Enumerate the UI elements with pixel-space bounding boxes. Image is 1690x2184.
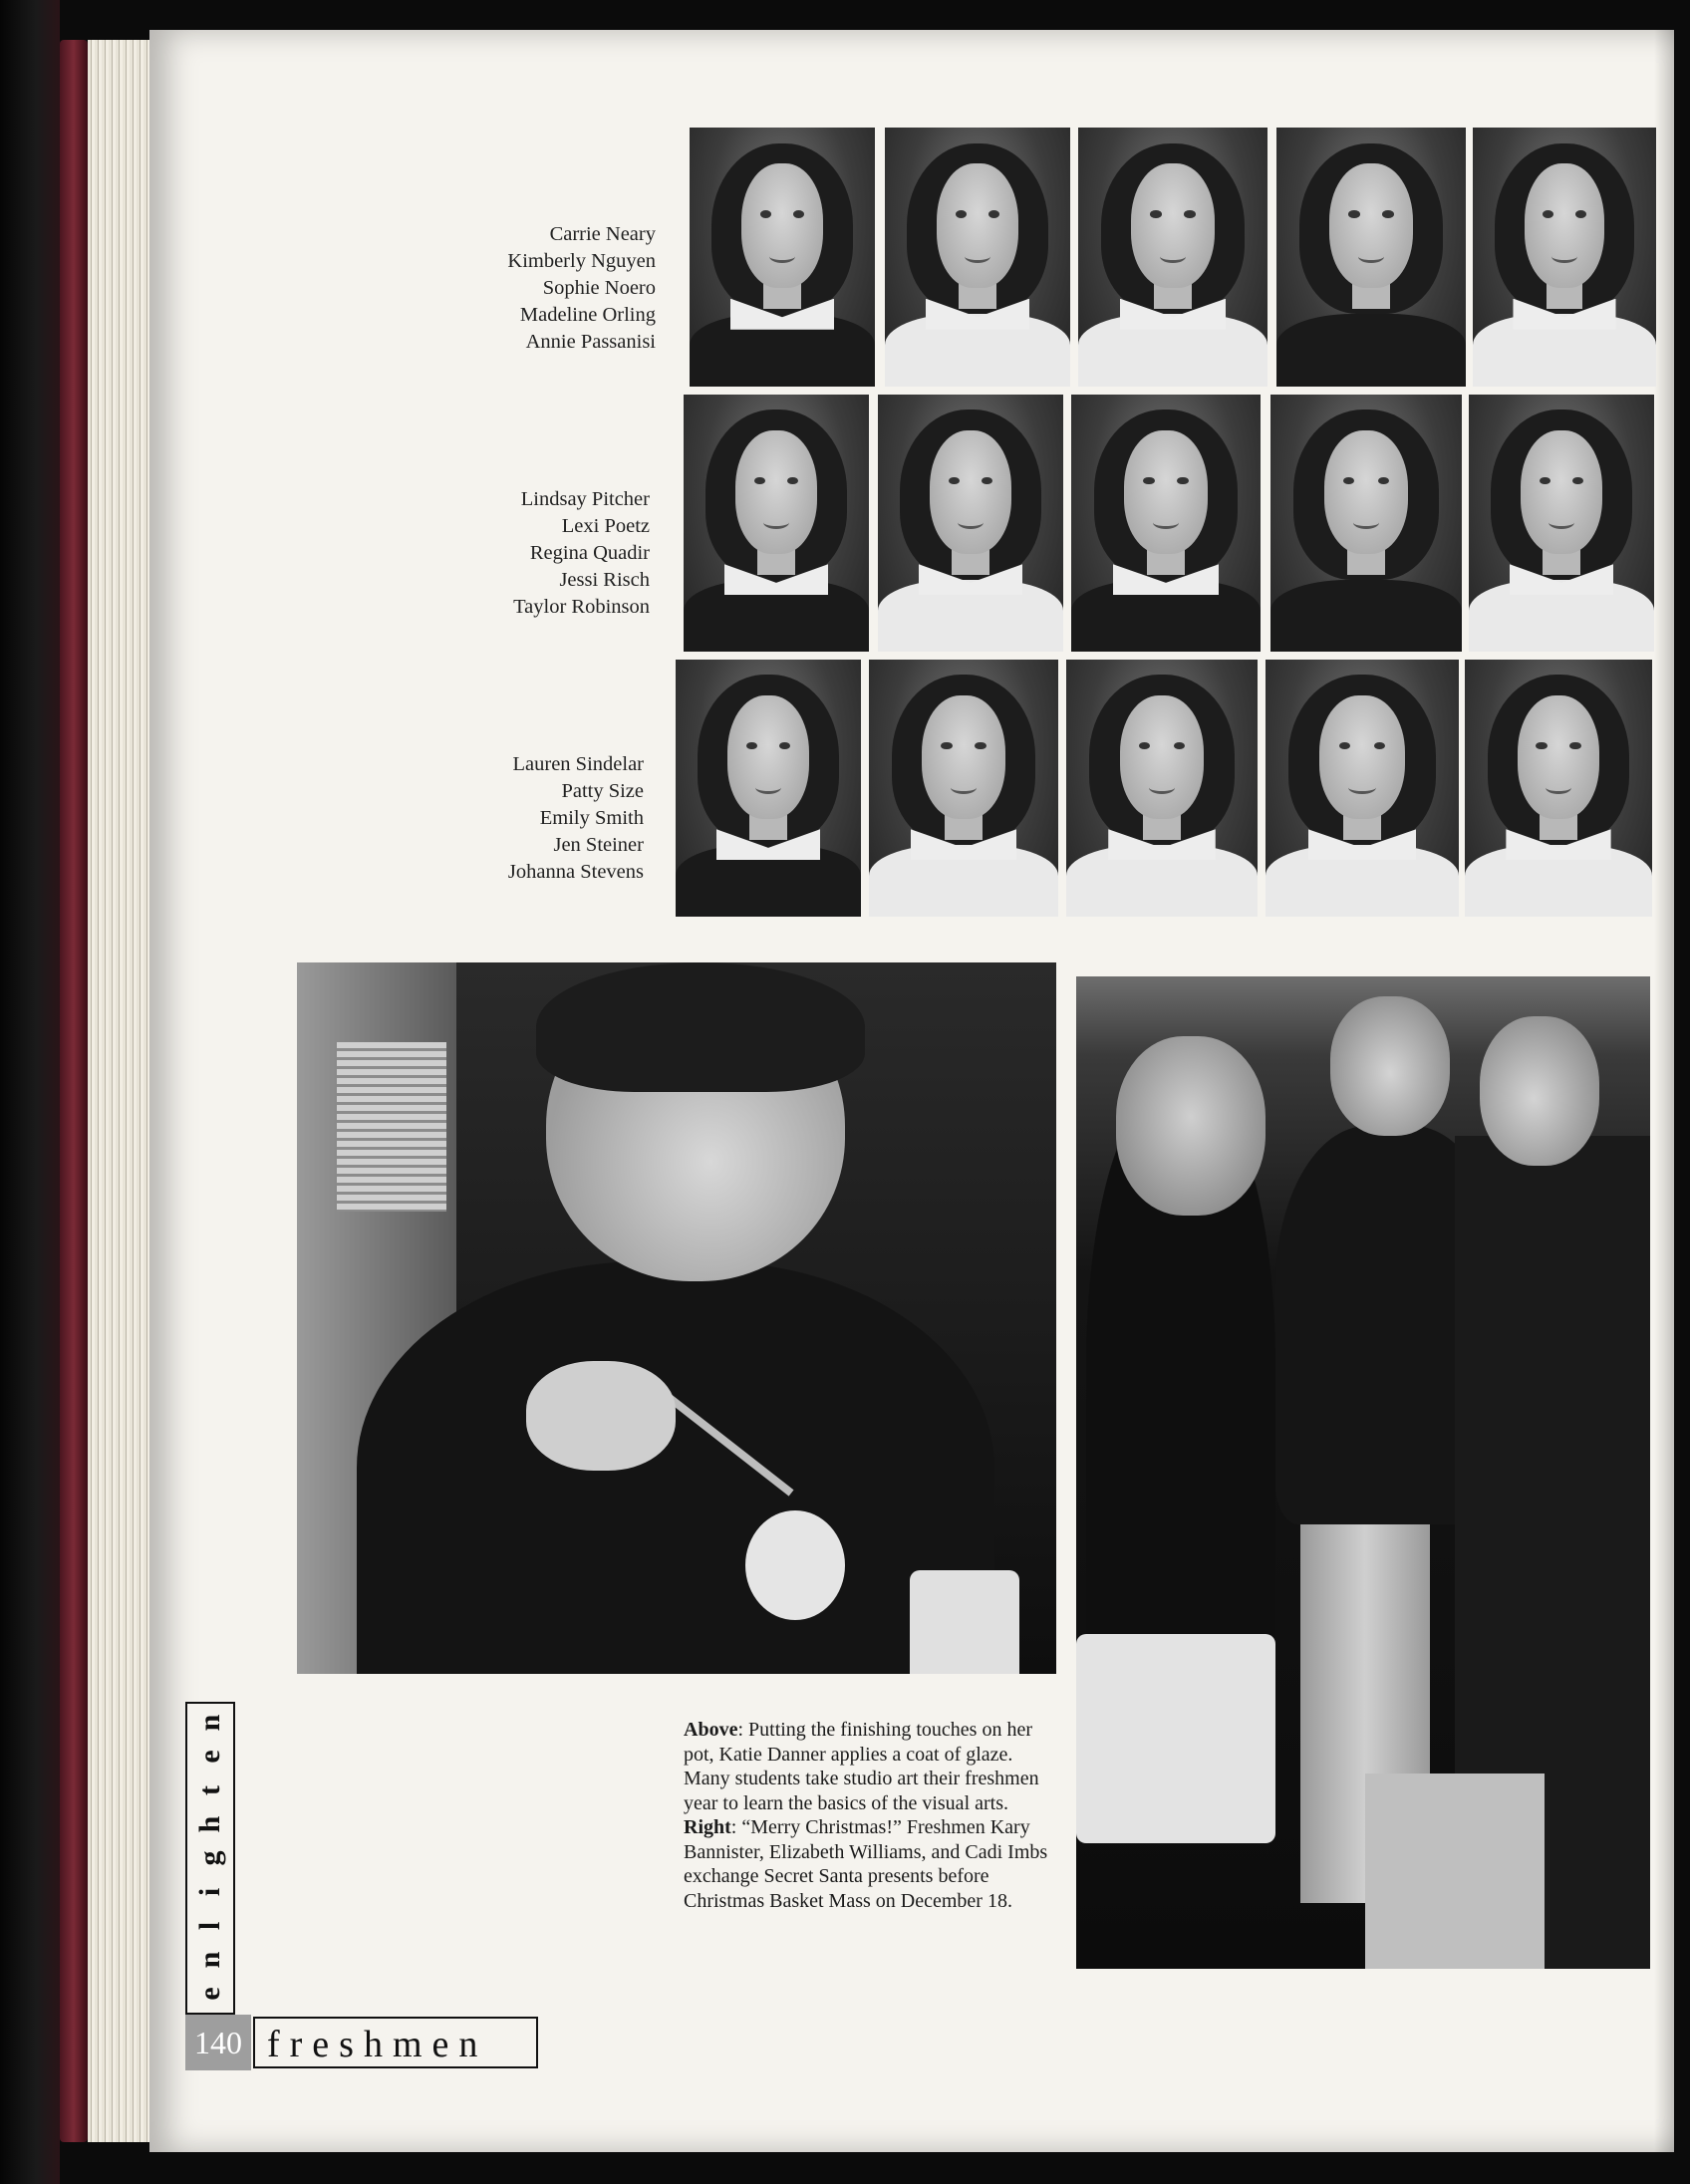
student-name: Jessi Risch [559,569,650,591]
caption-right-label: Right [684,1816,731,1838]
photo-student-glazing-pot [297,962,1056,1674]
caption-right-text: : “Merry Christmas!” Freshmen Kary Bannister, Elizabeth Williams, and Cadi Imbs exchange Secret Santa presents before Christmas Basket Mass on December 18. [684,1816,1048,1912]
student-portrait [1473,128,1656,387]
student-name: Regina Quadir [529,542,650,564]
student-portrait [690,128,875,387]
student-name: Kimberly Nguyen [507,250,656,272]
vertical-theme-word [185,1702,235,2015]
student-name: Carrie Neary [549,223,656,245]
student-name: Lindsay Pitcher [520,488,650,510]
student-name: Patty Size [561,780,644,802]
student-portrait [1276,128,1466,387]
student-portrait [1071,395,1261,652]
student-portrait [684,395,869,652]
theme-letter: n [193,1951,226,1969]
student-portrait [1078,128,1268,387]
section-title: freshmen [253,2017,538,2068]
student-portrait [1270,395,1462,652]
name-list-row-3 [299,751,644,886]
name-list-row-1 [299,221,656,356]
theme-letter: i [193,1887,226,1897]
theme-letter: n [193,1714,226,1732]
theme-letter: e [193,1750,226,1764]
student-portrait [1465,660,1652,917]
student-name: Johanna Stevens [507,861,644,883]
student-name: Taylor Robinson [513,596,650,618]
theme-letter: e [193,1987,226,2001]
book-binding [0,0,60,2184]
theme-letter: g [193,1850,226,1866]
page-number: 140 [185,2015,251,2070]
student-portrait [878,395,1063,652]
student-name: Lexi Poetz [561,515,650,537]
student-portrait [1469,395,1654,652]
caption-above-text: : Putting the finishing touches on her pot, Katie Danner applies a coat of glaze. Many students take studio art their freshmen year to learn the basics of the visual arts. [684,1719,1039,1814]
caption-above-label: Above [684,1719,738,1741]
theme-letter: t [193,1785,226,1795]
theme-letter: l [193,1921,226,1931]
student-name: Sophie Noero [542,277,656,299]
book-spine [60,40,88,2142]
student-name: Annie Passanisi [525,331,656,353]
student-portrait [885,128,1070,387]
photo-caption [684,1718,1054,1913]
student-portrait [1066,660,1258,917]
student-portrait [1266,660,1459,917]
name-list-row-2 [299,486,650,621]
student-portrait [869,660,1058,917]
student-name: Lauren Sindelar [512,753,644,775]
student-name: Madeline Orling [519,304,656,326]
theme-letter: h [193,1815,226,1833]
photo-secret-santa-exchange [1076,976,1650,1969]
student-name: Emily Smith [539,807,644,829]
student-portrait [676,660,861,917]
student-name: Jen Steiner [553,834,644,856]
